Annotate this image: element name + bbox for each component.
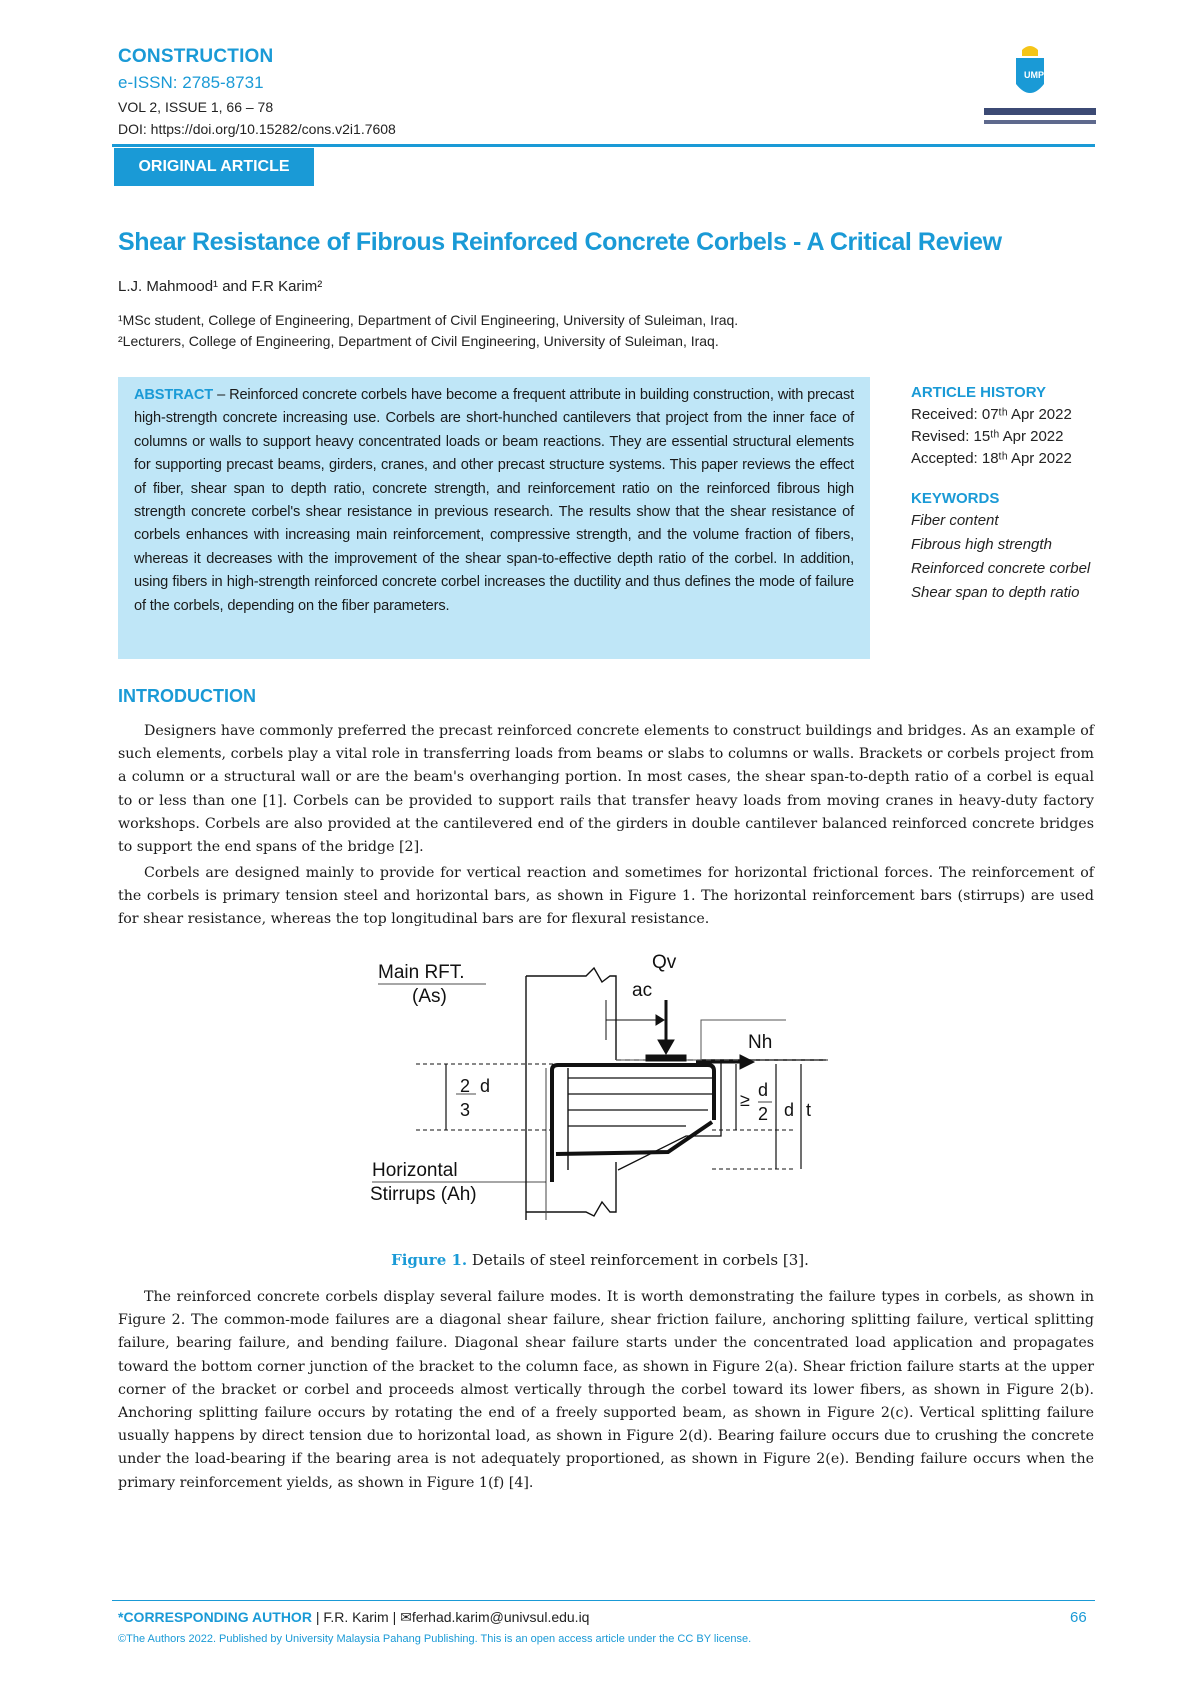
keywords-heading: KEYWORDS (911, 490, 1000, 507)
label-nh: Nh (748, 1032, 773, 1053)
keyword-item: Fiber content (911, 512, 999, 529)
paragraph-3: The reinforced concrete corbels display several failure modes. It is worth demonstrating the failure types in corbels, as shown in Figure 2. The common-mode failures are a diagonal shear failure, shear friction failure, anchoring splitting failure, vertical splitting failure, bearing failure, and bending failure. Diagonal shear failure starts under the concentrated load application and propagates toward the bottom corner junction of the bracket to the column face, as shown in Figure 2(a). Shear friction failure starts at the upper corner of the bracket or corbel and proceeds almost vertically through the corbel toward its lower fibers, as shown in Figure 2(b). Anchoring splitting failure occurs by rotating the end of a freely supported beam, as shown in Figure 2(c). Vertical splitting failure usually happens by direct tension due to horizontal load, as shown in Figure 2(d). Bearing failure occurs due to crushing the concrete under the load-bearing if the bearing area is not adequately proportioned, as shown in Figure 2(e). Bending failure occurs when the primary reinforcement yields, as shown in Figure 1(f) [4]. (118, 1289, 1094, 1491)
volume-info: VOL 2, ISSUE 1, 66 – 78 (118, 99, 274, 115)
abstract-label: ABSTRACT (134, 387, 214, 403)
revised-date: Revised: 15ᵗʰ Apr 2022 (911, 428, 1064, 445)
keyword-item: Shear span to depth ratio (911, 584, 1080, 601)
corresponding-author-name: | F.R. Karim | (311, 1609, 401, 1625)
footer-divider (112, 1600, 1095, 1601)
label-two-thirds-num: 2 (460, 1076, 471, 1096)
header-divider (112, 144, 1095, 147)
logo-subtitle-line (984, 120, 1096, 124)
affiliation-2: ²Lecturers, College of Engineering, Department of Civil Engineering, University of Suleiman, Iraq. (118, 333, 719, 349)
paragraph-1: Designers have commonly preferred the precast reinforced concrete elements to construct buildings and bridges. As an example of such elements, corbels play a vital role in transferring loads from beams or slabs to columns or walls. Brackets or corbels project from a column or a structural wall or are the beam's overhanging portion. In most cases, the shear span-to-depth ratio of a corbel is equal to or less than one [1]. Corbels can be provided to support rails that transfer heavy loads from moving cranes in heavy-duty factory workshops. Corbels are also provided at the cantilevered end of the girders in double cantilever balanced reinforced concrete bridges to support the end spans of the bridge [2]. (118, 723, 1094, 856)
label-ac: ac (632, 980, 653, 1001)
abstract (134, 384, 854, 618)
figure-1-label: Figure 1. (391, 1251, 468, 1269)
issn: e-ISSN: 2785-8731 (118, 73, 264, 92)
corresponding-author (118, 1609, 589, 1626)
paper-title: Shear Resistance of Fibrous Reinforced Concrete Corbels - A Critical Review (118, 228, 1002, 256)
accepted-date: Accepted: 18ᵗʰ Apr 2022 (911, 450, 1072, 467)
label-two-thirds-d: d (480, 1076, 491, 1096)
label-t: t (806, 1100, 812, 1120)
figure-1-caption (0, 1251, 1200, 1269)
corresponding-author-email[interactable]: ✉ferhad.karim@univsul.edu.iq (400, 1609, 590, 1625)
label-as: (As) (412, 986, 447, 1007)
figure-1-caption-text: Details of steel reinforcement in corbels [3]. (467, 1251, 809, 1269)
publisher-logo (980, 44, 1100, 136)
label-qv: Qv (652, 952, 677, 973)
keyword-item: Reinforced concrete corbel (911, 560, 1091, 577)
received-date: Received: 07ᵗʰ Apr 2022 (911, 406, 1072, 423)
label-half-num: d (758, 1080, 769, 1100)
journal-name: CONSTRUCTION (118, 46, 274, 67)
authors: L.J. Mahmood¹ and F.R Karim² (118, 278, 323, 295)
doi-link[interactable]: DOI: https://doi.org/10.15282/cons.v2i1.7608 (118, 121, 396, 137)
figure-1-corbel-diagram (356, 940, 856, 1220)
license-notice: ©The Authors 2022. Published by University Malaysia Pahang Publishing. This is an open access article under the CC BY license. (118, 1633, 752, 1645)
label-horizontal: Horizontal (372, 1160, 458, 1181)
article-history-heading: ARTICLE HISTORY (911, 384, 1047, 401)
label-two-thirds-den: 3 (460, 1100, 471, 1120)
logo-crown (1022, 46, 1038, 56)
keyword-item: Fibrous high strength (911, 536, 1052, 553)
label-stirrups: Stirrups (Ah) (370, 1184, 477, 1205)
paragraph-2: Corbels are designed mainly to provide for vertical reaction and sometimes for horizontal frictional forces. The reinforcement of the corbels is primary tension steel and horizontal bars, as shown in Figure 1. The horizontal reinforcement bars (stirrups) are used for shear resistance, whereas the top longitudinal bars are for flexural resistance. (118, 865, 1094, 928)
logo-text: UMP (1024, 70, 1044, 80)
affiliation-1: ¹MSc student, College of Engineering, Department of Civil Engineering, University of Suleiman, Iraq. (118, 312, 739, 328)
abstract-body: – Reinforced concrete corbels have become a frequent attribute in building construction, with precast high-strength concrete increasing use. Corbels are short-hunched cantilevers that project from the inner face of columns or walls to support heavy concentrated loads or beam reactions. They are essential structural elements for supporting precast beams, girders, cranes, and other precast structure systems. This paper reviews the effect of fiber, shear span to depth ratio, concrete strength, and reinforcement ratio on the reinforced fibrous high strength concrete corbel's shear resistance in previous research. The results show that the shear resistance of corbels enhances with increasing main reinforcement, compressive strength, and the volume fraction of fibers, whereas it decreases with the improvement of the shear span-to-effective depth ratio of the corbel. In addition, using fibers in high-strength reinforced concrete corbel increases the ductility and thus defines the mode of failure of the corbels, depending on the fiber parameters. (134, 387, 854, 614)
corresponding-author-label: *CORRESPONDING AUTHOR (118, 1609, 312, 1625)
article-type-badge: ORIGINAL ARTICLE (114, 148, 314, 186)
page-number: 66 (1070, 1609, 1087, 1626)
section-heading-introduction: INTRODUCTION (118, 686, 256, 706)
label-main-rft: Main RFT. (378, 962, 465, 983)
logo-script-line (984, 108, 1096, 115)
label-d: d (784, 1100, 795, 1120)
label-ge: ≥ (740, 1090, 750, 1110)
label-half-den: 2 (758, 1104, 769, 1124)
